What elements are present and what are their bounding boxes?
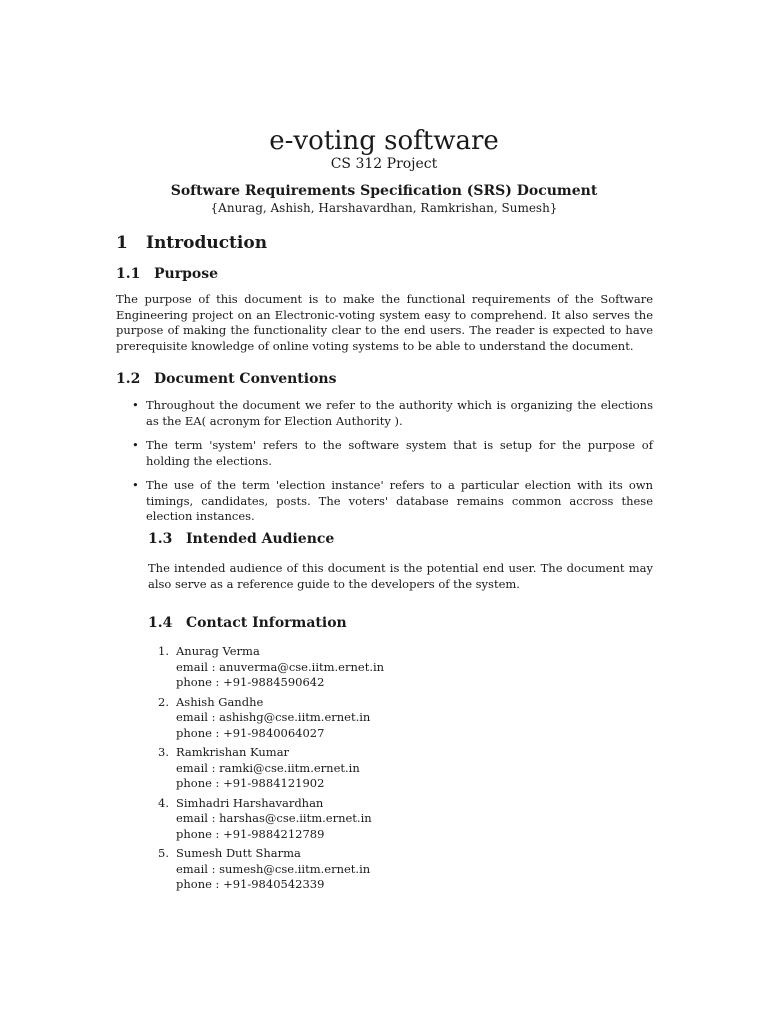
section-heading-contact — [148, 615, 347, 631]
contact-number: 1. — [158, 644, 169, 658]
list-item — [116, 478, 653, 525]
contact-phone: phone : +91-9884121902 — [176, 776, 325, 790]
contact-number: 3. — [158, 745, 169, 759]
section-title: Intended Audience — [186, 531, 335, 547]
contact-phone: phone : +91-9884212789 — [176, 826, 325, 841]
contact-name: Anurag Verma — [176, 644, 260, 658]
contact-list — [148, 644, 548, 897]
section-heading-audience — [148, 531, 334, 547]
section-heading-conventions — [116, 371, 337, 387]
audience-paragraph: The intended audience of this document is the potential end user. The document may also serve as a reference guide to the developers of the system. — [148, 561, 653, 591]
list-item — [116, 438, 653, 469]
contact-name: Sumesh Dutt Sharma — [176, 846, 301, 860]
bullet-icon: • — [132, 478, 139, 492]
section-number: 1 — [116, 233, 128, 253]
title-block — [0, 126, 768, 216]
contact-item — [148, 796, 548, 843]
contact-email: email : anuverma@cse.iitm.ernet.in — [176, 659, 385, 674]
contact-number: 5. — [158, 846, 169, 860]
section-number: 1.3 — [148, 531, 173, 547]
list-item-text: The term 'system' refers to the software system that is setup for the purpose of holding the elections. — [146, 438, 653, 468]
contact-item — [148, 695, 548, 742]
list-item-text: Throughout the document we refer to the authority which is organizing the elections as the EA( acronym for Election Authority ). — [146, 398, 653, 428]
section-title: Introduction — [146, 233, 268, 253]
contact-item — [148, 745, 548, 792]
conventions-list — [116, 398, 653, 534]
section-number: 1.1 — [116, 266, 141, 282]
contact-item — [148, 846, 548, 893]
contact-email: email : ramki@cse.iitm.ernet.in — [176, 760, 360, 775]
purpose-paragraph: The purpose of this document is to make the functional requirements of the Software Engineering project on an Electronic-voting system easy to comprehend. It also serves the purpose of making the functionality clear to the end users. The reader is expected to have prerequisite knowledge of online voting systems to be able to understand the document. — [116, 292, 653, 353]
list-item — [116, 398, 653, 429]
section-title: Document Conventions — [154, 371, 337, 387]
section-heading-purpose — [116, 266, 218, 282]
section-number: 1.2 — [116, 371, 141, 387]
contact-phone: phone : +91-9884590642 — [176, 675, 325, 689]
contact-phone: phone : +91-9840542339 — [176, 877, 325, 891]
contact-phone: phone : +91-9840064027 — [176, 725, 325, 740]
document-type: Software Requirements Specification (SRS) Document — [170, 183, 598, 199]
contact-name: Ramkrishan Kumar — [176, 745, 290, 759]
bullet-icon: • — [132, 398, 139, 412]
contact-email: email : ashishg@cse.iitm.ernet.in — [176, 710, 371, 724]
section-title: Contact Information — [186, 615, 347, 631]
contact-email: email : harshas@cse.iitm.ernet.in — [176, 811, 372, 825]
section-title: Purpose — [154, 266, 218, 282]
contact-item — [148, 644, 548, 691]
contact-number: 4. — [158, 795, 169, 810]
section-heading-introduction — [116, 233, 267, 253]
contact-number: 2. — [158, 694, 169, 709]
contact-name: Simhadri Harshavardhan — [176, 795, 324, 810]
contact-name: Ashish Gandhe — [176, 694, 264, 709]
course-name: CS 312 Project — [330, 156, 438, 172]
section-number: 1.4 — [148, 615, 173, 631]
bullet-icon: • — [132, 438, 139, 452]
document-title: e-voting software — [269, 126, 499, 156]
authors: {Anurag, Ashish, Harshavardhan, Ramkrishan, Sumesh} — [210, 201, 558, 215]
list-item-text: The use of the term 'election instance' refers to a particular election with its own timings, candidates, posts. The voters' database remains common accross these election instances. — [146, 478, 653, 523]
contact-email: email : sumesh@cse.iitm.ernet.in — [176, 861, 371, 876]
